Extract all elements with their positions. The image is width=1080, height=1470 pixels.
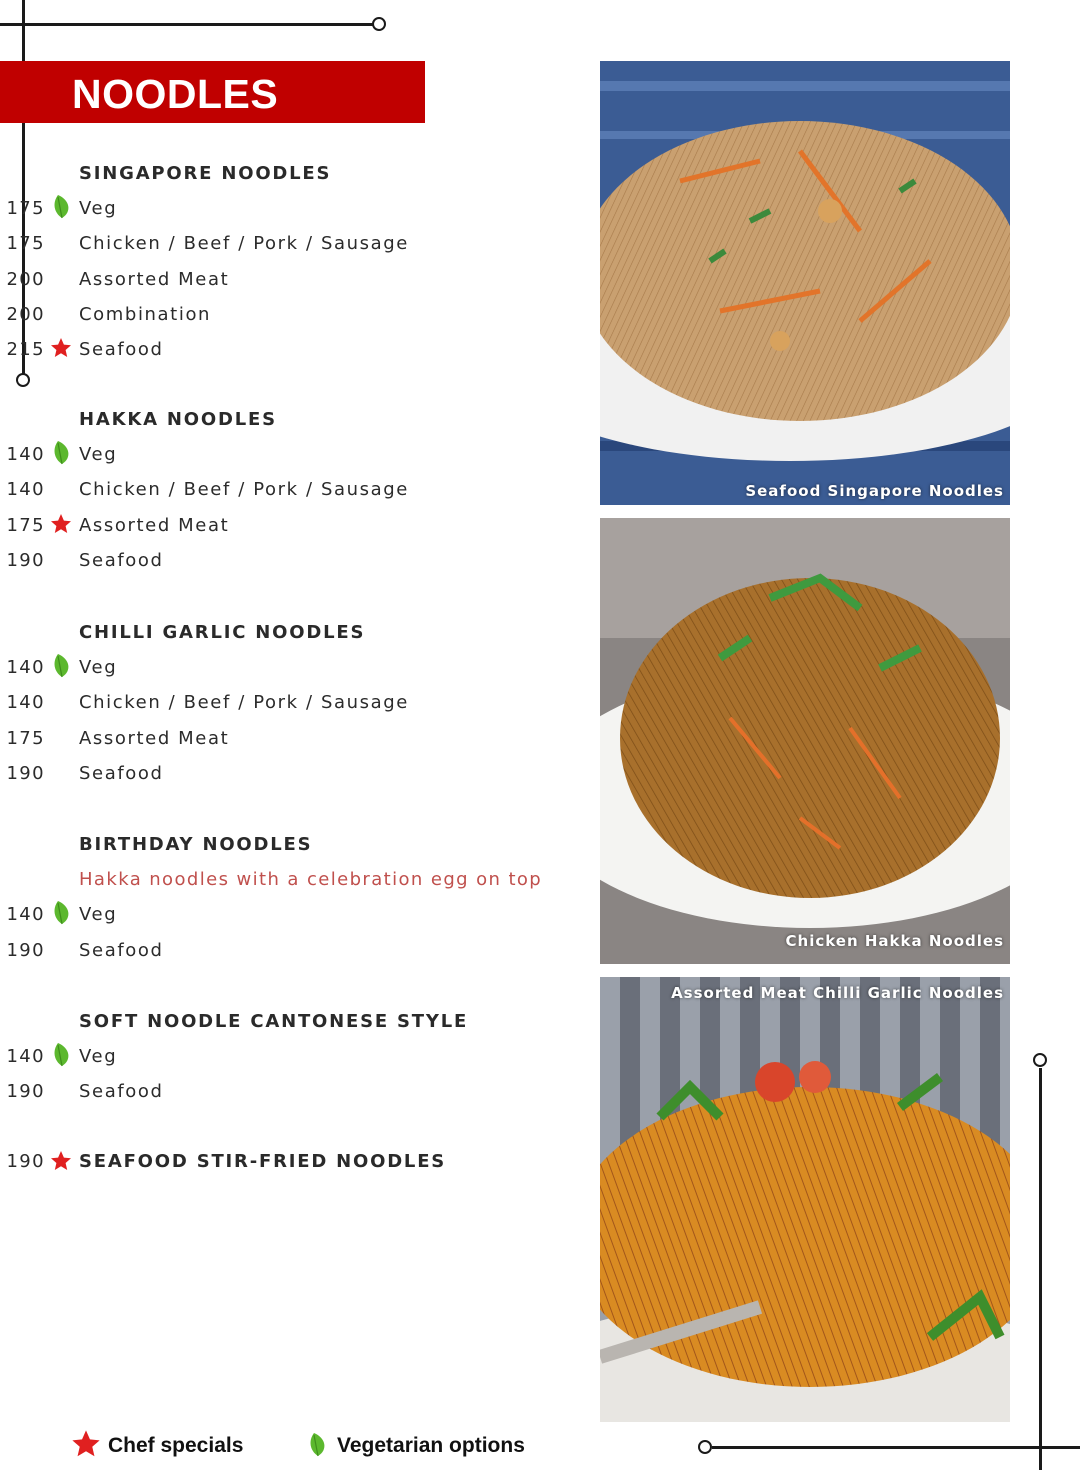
noodle-plate-photo-icon [600,518,1010,964]
menu-item-price: 175 [6,515,45,536]
decor-line-bottom-right-vertical [1039,1068,1042,1470]
menu-item-name: Seafood [79,940,164,961]
menu-item-name: Seafood [79,1081,164,1102]
menu-item-price: 175 [6,198,45,219]
menu-item-price: 200 [6,269,45,290]
menu-item-name: Chicken / Beef / Pork / Sausage [79,233,409,254]
menu-item-price: 140 [6,692,45,713]
leaf-icon [50,653,72,679]
menu-item-name: Combination [79,304,212,325]
menu-item-price: 215 [6,339,45,360]
menu-item-name: Chicken / Beef / Pork / Sausage [79,692,409,713]
menu-item-name: Veg [79,1046,118,1067]
menu-item-price: 190 [6,763,45,784]
photo-caption: Chicken Hakka Noodles [785,932,1004,950]
menu-item-price: 140 [6,444,45,465]
legend-chef-specials: Chef specials [108,1434,244,1457]
leaf-icon [50,900,72,926]
leaf-icon [50,440,72,466]
menu-item-price: 190 [6,1081,45,1102]
menu-item-price: 175 [6,728,45,749]
page-title: NOODLES [72,71,279,117]
section-title-cantonese: SOFT NOODLE CANTONESE STYLE [79,1011,469,1032]
section-title-hakka: HAKKA NOODLES [79,409,277,430]
star-icon [50,511,72,537]
section-title-singapore: SINGAPORE NOODLES [79,163,332,184]
leaf-icon [50,194,72,220]
photo-assorted-meat-chilli-garlic-noodles [600,977,1010,1422]
section-title-birthday: BIRTHDAY NOODLES [79,834,313,855]
star-icon [71,1429,101,1459]
menu-item-name: Seafood [79,550,164,571]
menu-item-name: Veg [79,657,118,678]
photo-chicken-hakka-noodles [600,518,1010,964]
photo-caption: Assorted Meat Chilli Garlic Noodles [671,984,1004,1002]
menu-item-price: 140 [6,479,45,500]
menu-item-name: Assorted Meat [79,269,230,290]
decor-ring-bottom [698,1440,712,1454]
photo-caption: Seafood Singapore Noodles [745,482,1004,500]
noodle-plate-photo-icon [600,977,1010,1422]
photo-seafood-singapore-noodles [600,61,1010,505]
noodle-plate-photo-icon [600,61,1010,505]
menu-item-name: Assorted Meat [79,728,230,749]
legend-vegetarian-options: Vegetarian options [337,1434,525,1457]
star-icon [50,335,72,361]
menu-item-price: 200 [6,304,45,325]
menu-item-price: 190 [6,940,45,961]
menu-item-name: Seafood [79,339,164,360]
menu-item-name: Assorted Meat [79,515,230,536]
menu-item-name: Seafood [79,763,164,784]
menu-item-price: 175 [6,233,45,254]
menu-item-price: 140 [6,904,45,925]
menu-item-price: 140 [6,1046,45,1067]
decor-line-bottom-horizontal [712,1446,1080,1449]
leaf-icon [50,1042,72,1068]
menu-item-price: 190 [6,550,45,571]
star-icon [50,1148,72,1174]
decor-ring-right [1033,1053,1047,1067]
section-title-stir-fried: SEAFOOD STIR-FRIED NOODLES [79,1151,447,1172]
menu-item-price: 190 [6,1151,45,1172]
menu-item-name: Chicken / Beef / Pork / Sausage [79,479,409,500]
section-title-chilli-garlic: CHILLI GARLIC NOODLES [79,622,366,643]
menu-item-name: Veg [79,444,118,465]
menu-item-name: Veg [79,198,118,219]
section-description: Hakka noodles with a celebration egg on top [79,869,543,890]
leaf-icon [306,1430,328,1460]
menu-item-name: Veg [79,904,118,925]
menu-item-price: 140 [6,657,45,678]
